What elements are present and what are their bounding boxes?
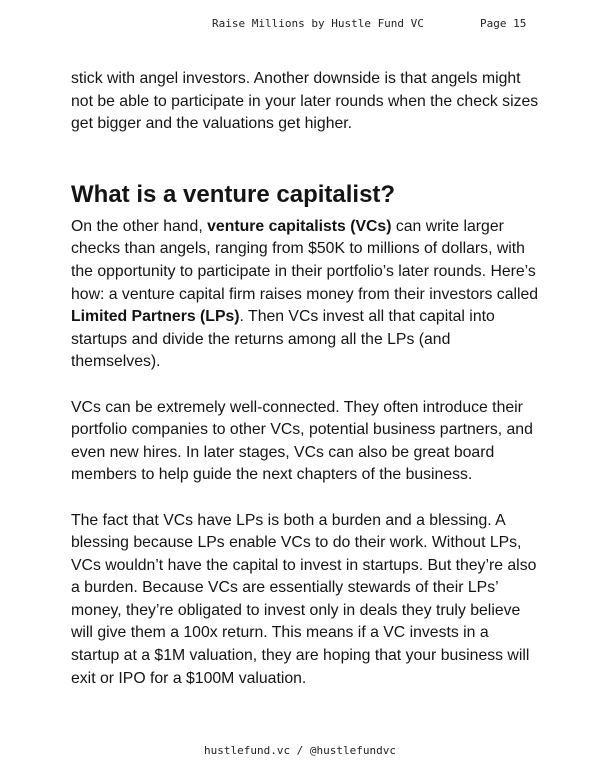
page-content: [71, 68, 541, 690]
term-limited-partners: Limited Partners (LPs): [71, 308, 240, 326]
paragraph-text: On the other hand,: [71, 217, 208, 235]
continued-paragraph: stick with angel investors. Another downside is that angels might not be able to participate in your later rounds when the check sizes get bigger and the valuations get higher.: [71, 70, 539, 133]
paragraph-text: . Then VCs invest all that capital into startups and divide the returns among all the LPs (and themselves).: [71, 308, 495, 371]
running-header: [0, 14, 600, 34]
book-title: Raise Millions by Hustle Fund VC: [212, 17, 424, 30]
page-number: Page 15: [480, 17, 527, 30]
paragraph-vc-network: VCs can be extremely well-connected. They often introduce their portfolio companies to other VCs, potential business partners, and even new hires. In later stages, VCs can also be great board members to help guide the next chapters of the business.: [71, 398, 533, 484]
term-venture-capitalists: venture capitalists (VCs): [207, 217, 392, 235]
section-heading: What is a venture capitalist?: [71, 180, 396, 208]
paragraph-vc-definition: [71, 216, 541, 374]
paragraph-text: can write larger checks than angels, ranging from $50K to millions of dollars, with the opportunity to participate in their portfolio’s later rounds. Here’s how: a venture capital firm raises money from their investors called: [71, 217, 539, 303]
paragraph-lp-burden-blessing: The fact that VCs have LPs is both a burden and a blessing. A blessing because LPs enable VCs to do their work. Without LPs, VCs wouldn’t have the capital to invest in startups. But they’re also a burden. Because VCs are essentially stewards of their LPs’ money, they’re obligated to invest only in deals they truly believe will give them a 100x return. This means if a VC invests in a startup at a $1M valuation, they are hoping that your business will exit or IPO for a $100M valuation.: [71, 511, 537, 687]
running-footer: hustlefund.vc / @hustlefundvc: [203, 744, 397, 757]
